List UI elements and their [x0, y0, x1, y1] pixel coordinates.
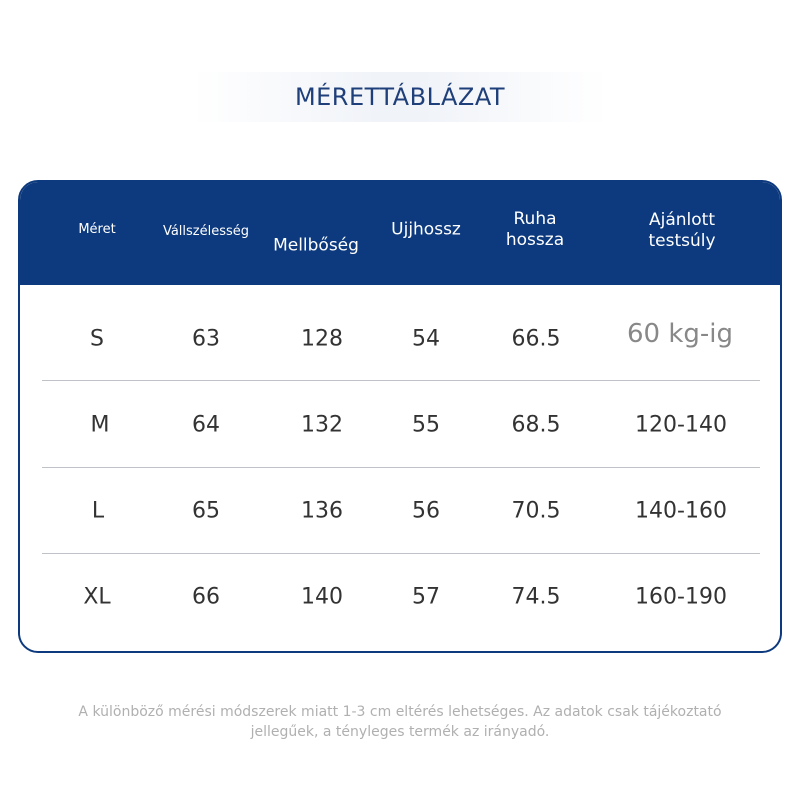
cell-size: M: [90, 412, 110, 438]
header-recommended-weight: Ajánlott testsúly: [648, 209, 716, 251]
header-sleeve-length: Ujjhossz: [391, 219, 461, 240]
cell-length: 74.5: [511, 584, 561, 610]
cell-weight: 60 kg-ig: [626, 318, 734, 349]
disclaimer-note: [0, 702, 800, 742]
cell-length: 70.5: [511, 498, 561, 524]
table-row: [20, 296, 780, 382]
size-table: [18, 180, 782, 653]
cell-sleeve: 56: [412, 498, 440, 524]
cell-chest: 132: [301, 412, 343, 438]
header-shoulder-width: Vállszélesség: [162, 223, 250, 239]
table-row: [20, 382, 780, 468]
cell-chest: 140: [301, 584, 343, 610]
page-title: MÉRETTÁBLÁZAT: [294, 83, 506, 111]
cell-weight: 160-190: [635, 584, 727, 610]
cell-length: 66.5: [511, 326, 561, 352]
header-garment-length: Ruha hossza: [505, 208, 565, 250]
header-chest: Mellbőség: [273, 235, 359, 256]
row-divider: [42, 380, 760, 381]
cell-weight: 140-160: [635, 498, 727, 524]
cell-length: 68.5: [511, 412, 561, 438]
header-size: Méret: [78, 221, 116, 237]
cell-shoulder: 66: [192, 584, 220, 610]
cell-size: L: [91, 498, 105, 524]
disclaimer-line: A különböző mérési módszerek miatt 1-3 cm eltérés lehetséges. Az adatok csak tájékoztató: [78, 704, 722, 720]
cell-shoulder: 65: [192, 498, 220, 524]
cell-shoulder: 63: [192, 326, 220, 352]
cell-size: S: [90, 326, 104, 352]
cell-chest: 128: [301, 326, 343, 352]
disclaimer-line: jellegűek, a tényleges termék az irányadó.: [250, 724, 550, 740]
table-row: [20, 554, 780, 640]
cell-chest: 136: [301, 498, 343, 524]
title-banner: [192, 72, 608, 122]
cell-shoulder: 64: [192, 412, 220, 438]
cell-sleeve: 55: [412, 412, 440, 438]
table-header: [20, 182, 780, 285]
cell-weight: 120-140: [635, 412, 727, 438]
table-row: [20, 468, 780, 554]
cell-sleeve: 54: [412, 326, 440, 352]
cell-size: XL: [83, 584, 111, 610]
cell-sleeve: 57: [412, 584, 440, 610]
